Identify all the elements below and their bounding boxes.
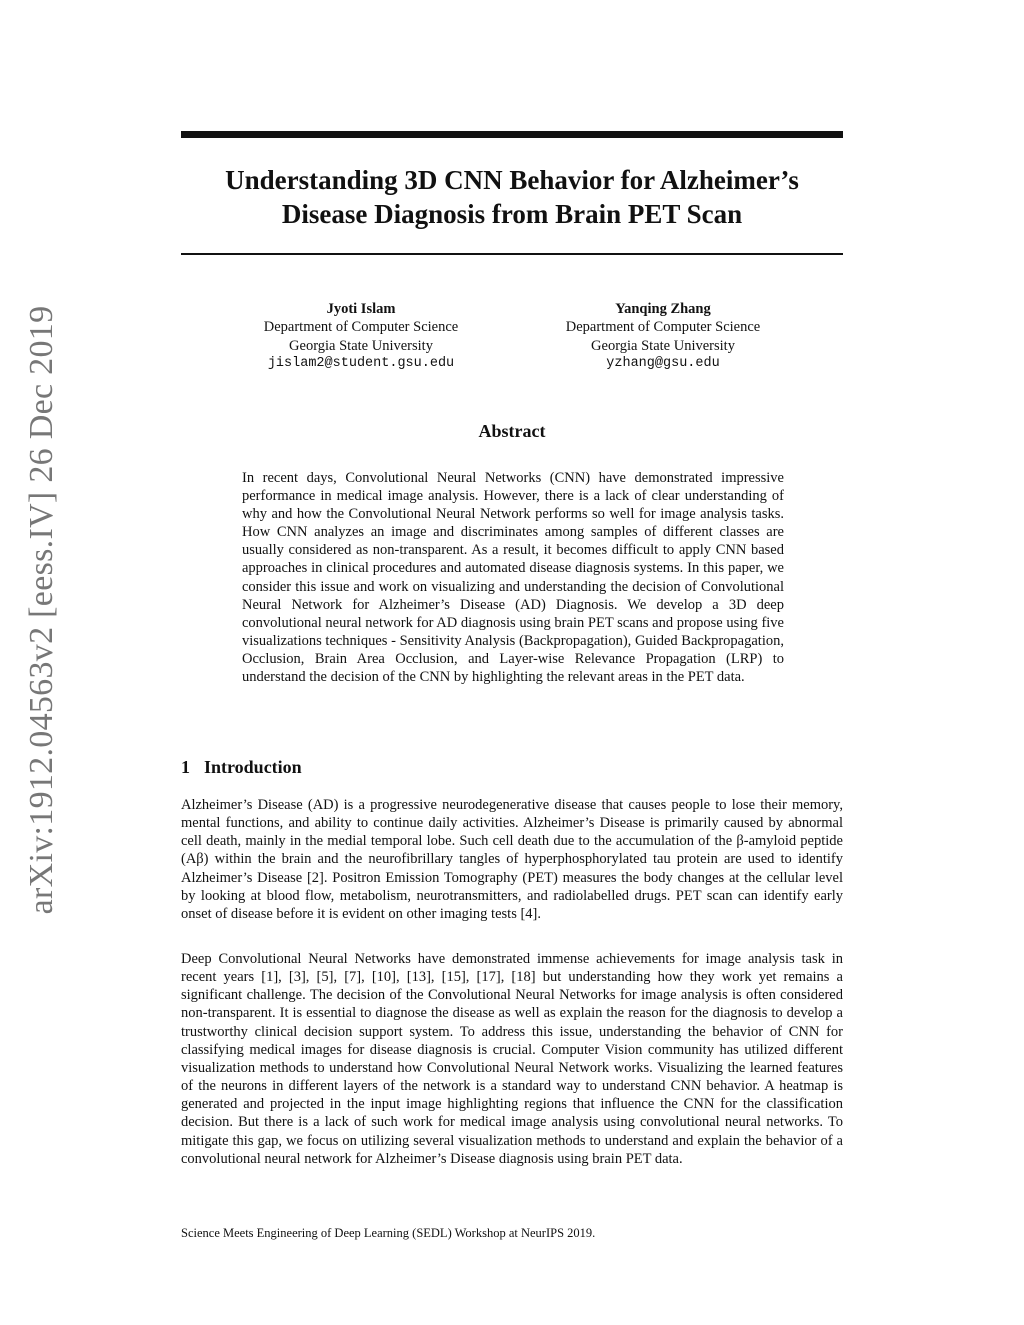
title-line-1: Understanding 3D CNN Behavior for Alzheimer’s	[225, 165, 799, 195]
author-name: Jyoti Islam	[326, 301, 396, 317]
abstract-heading: Abstract	[478, 421, 546, 441]
section-heading-introduction	[181, 757, 302, 778]
intro-paragraph-1: Alzheimer’s Disease (AD) is a progressive neurodegenerative disease that causes people to lose their memory, mental functions, and ability to continue daily activities. Alzheimer’s Disease is primarily caused by abnormal cell death, mainly in the medial temporal lobe. Such cell death due to the accumulation of the β-amyloid peptide (Aβ) within the brain and the neurofibrillary tangles of hyperphosphorylated tau protein are used to identify Alzheimer’s Disease [2]. Positron Emission Tomography (PET) measures the body changes at the cellular level by looking at blood flow, metabolism, neurotransmitters, and radiolabelled drugs. PET scan can identify early onset of disease before it is evident on other imaging tests [4].	[181, 797, 843, 922]
author-department: Department of Computer Science	[263, 319, 459, 336]
title-rule-bottom	[181, 253, 843, 255]
author-block-1	[211, 300, 511, 374]
author-university: Georgia State University	[289, 337, 433, 354]
author-email: jislam2@student.gsu.edu	[267, 356, 455, 372]
author-university: Georgia State University	[591, 337, 735, 354]
intro-paragraph-2: Deep Convolutional Neural Networks have demonstrated immense achievements for image analysis task in recent years [1], [3], [5], [7], [10], [13], [15], [17], [18] but understanding how they work yet remains a significant challenge. The decision of the Convolutional Neural Networks for image analysis is often considered non-transparent. It is essential to diagnose the disease as well as explain the reason for the diagnosis to develop a trustworthy clinical decision support system. To address this issue, understanding the behavior of CNN for classifying medical images for disease diagnosis is crucial. Computer Vision community has utilized different visualization methods to understand how Convolutional Neural Network works. Visualizing the learned features of the neurons in different layers of the network is a standard way to understand CNN behavior. A heatmap is generated and projected in the input image highlighting regions that influence the CNN for the classification decision. But there is a lack of such work for medical image analysis using convolutional neural networks. To mitigate this gap, we focus on utilizing several visualization methods to understand and explain the behavior of a convolutional neural network for Alzheimer’s Disease diagnosis using brain PET data.	[181, 951, 843, 1167]
title-rule-top	[181, 131, 843, 138]
author-email: yzhang@gsu.edu	[606, 356, 720, 372]
title-line-2: Disease Diagnosis from Brain PET Scan	[281, 199, 743, 229]
paper-title	[181, 163, 843, 231]
author-department: Department of Computer Science	[565, 319, 761, 336]
abstract-body: In recent days, Convolutional Neural Networks (CNN) have demonstrated impressive performance in medical image analysis. However, there is a lack of clear understanding of why and how the Convolutional Neural Network performs so well for image analysis tasks. How CNN analyzes an image and discriminates among samples of different classes are usually considered as non-transparent. As a result, it becomes difficult to apply CNN based approaches in clinical procedures and automated disease diagnosis systems. In this paper, we consider this issue and work on visualizing and understanding the decision of Convolutional Neural Network for Alzheimer’s Disease (AD) Diagnosis. We develop a 3D deep convolutional neural network for AD diagnosis using brain PET scans and propose using five visualizations techniques - Sensitivity Analysis (Backpropagation), Guided Backpropagation, Occlusion, Brain Area Occlusion, and Layer-wise Relevance Propagation (LRP) to understand the decision of the CNN by highlighting the relevant areas in the PET data.	[242, 470, 784, 686]
section-title: Introduction	[204, 757, 302, 777]
section-number: 1	[181, 757, 190, 777]
author-block-2	[513, 300, 813, 374]
workshop-footnote: Science Meets Engineering of Deep Learning (SEDL) Workshop at NeurIPS 2019.	[181, 1226, 596, 1240]
author-name: Yanqing Zhang	[615, 301, 711, 317]
arxiv-margin-stamp: arXiv:1912.04563v2 [eess.IV] 26 Dec 2019	[23, 305, 60, 915]
